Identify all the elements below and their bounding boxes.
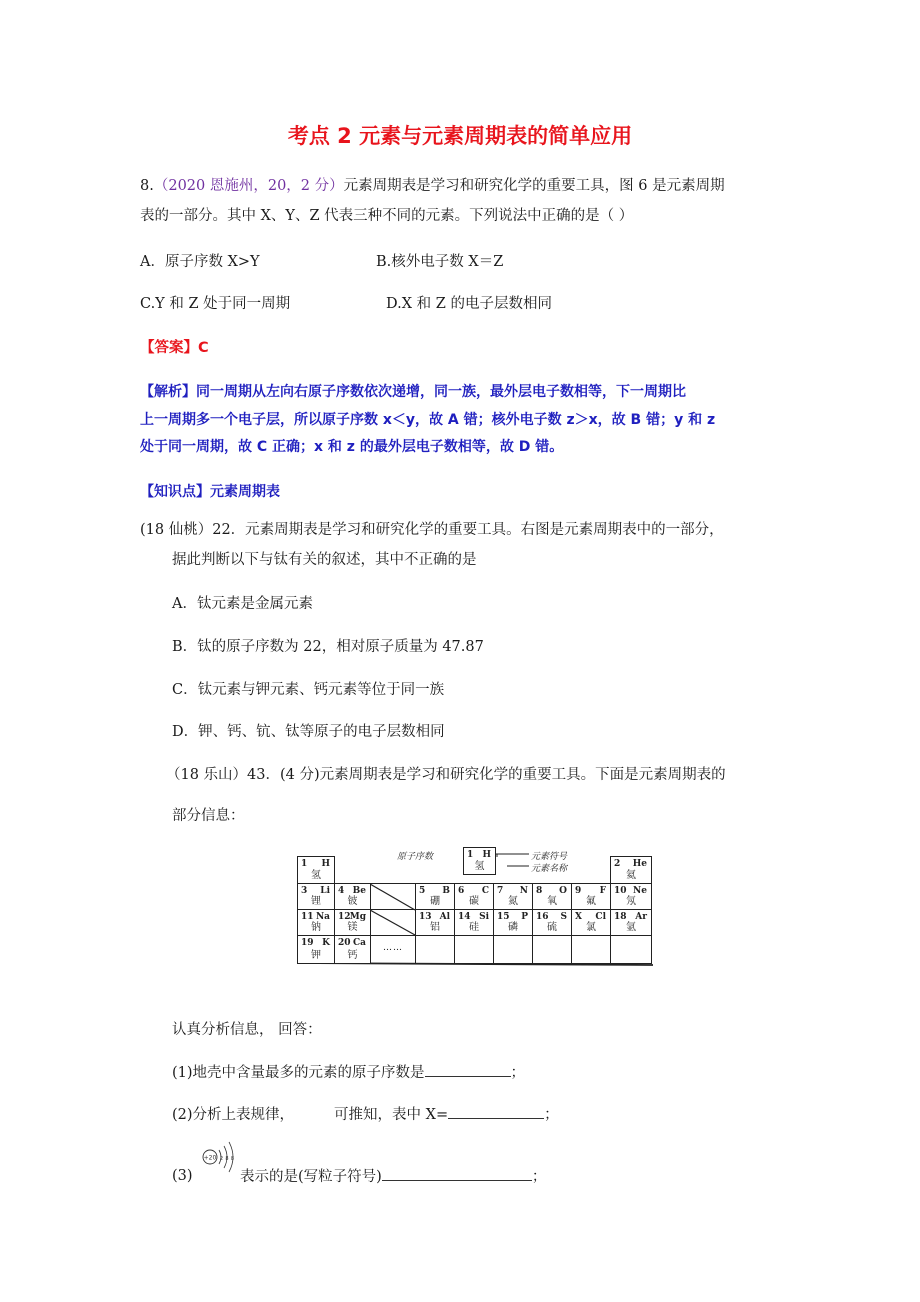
q22-option-d: D．钾、钙、钪、钛等原子的电子层数相同 (172, 724, 445, 740)
q8-stem-line1 (140, 176, 725, 196)
element-cell (610, 909, 652, 936)
q8-stem-text: 元素周期表是学习和研究化学的重要工具，图 6 是元素周期 (343, 178, 725, 194)
q43-sub3-text (240, 1166, 546, 1187)
element-cell (610, 883, 652, 910)
q22-option-b: B．钛的原子序数为 22，相对原子质量为 47.87 (172, 639, 484, 655)
q8-option-a: A．原子序数 X>Y (140, 254, 260, 270)
element-name: 硅 (469, 922, 479, 933)
element-cell (334, 935, 371, 964)
element-cell (334, 883, 371, 910)
periodic-table-figure (297, 846, 653, 968)
element-cell (415, 909, 455, 936)
sub1-text: (1)地壳中含量最多的元素的原子序数是 (172, 1065, 425, 1081)
q43-intro: 认真分析信息， 回答： (172, 1022, 322, 1038)
element-symbol: K (322, 938, 330, 948)
empty-cell (610, 935, 652, 964)
q8-option-d: D.X 和 Z 的电子层数相同 (386, 296, 552, 312)
element-number: 10 (614, 886, 627, 896)
element-cell (571, 883, 611, 910)
empty-cell (370, 909, 416, 936)
element-number: X (575, 912, 582, 922)
element-cell (297, 883, 335, 910)
empty-cell (370, 883, 416, 910)
element-name: 氦 (626, 870, 636, 881)
element-cell (532, 883, 572, 910)
element-name: 氧 (547, 896, 557, 907)
shell-3-count: 8 (230, 1156, 235, 1162)
sub3-end: ； (531, 1169, 547, 1185)
element-symbol: Si (479, 912, 489, 922)
q43-sub2 (172, 1104, 559, 1125)
element-number: 12 (338, 912, 351, 922)
element-cell (334, 909, 371, 936)
sub1-end: ； (510, 1065, 526, 1081)
q43-stem-line1: （18 乐山）43．(4 分)元素周期表是学习和研究化学的重要工具。下面是元素周期表的 (166, 767, 726, 783)
element-name: 钾 (311, 950, 321, 961)
element-symbol: Ne (633, 886, 647, 896)
q22-option-c: C．钛元素与钾元素、钙元素等位于同一族 (172, 682, 445, 698)
element-number: 16 (536, 912, 549, 922)
q8-stem-line2: 表的一部分。其中 X、Y、Z 代表三种不同的元素。下列说法中正确的是（ ） (140, 208, 634, 224)
element-number: 8 (536, 886, 543, 896)
sub2-answer-blank[interactable] (448, 1104, 544, 1119)
q43-sub3 (172, 1166, 193, 1186)
element-name: 硼 (430, 896, 440, 907)
q8-option-c: C.Y 和 Z 处于同一周期 (140, 296, 291, 312)
element-number: 11 (301, 912, 314, 922)
element-cell (610, 856, 652, 884)
element-name: 铝 (430, 922, 440, 933)
element-cell (454, 909, 494, 936)
element-symbol: H (321, 859, 330, 869)
q43-sub1 (172, 1062, 525, 1083)
legend-atomic-number-label: 原子序数 (397, 852, 434, 862)
empty-cell (415, 935, 455, 964)
legend-cell (463, 847, 496, 875)
element-cell (297, 856, 335, 884)
knowledge-label: 【知识点】 (140, 484, 210, 500)
element-name: 硫 (547, 922, 557, 933)
q8-number: 8. (140, 178, 154, 194)
element-symbol: N (519, 886, 528, 896)
element-symbol: S (560, 912, 567, 922)
element-number: 13 (419, 912, 432, 922)
element-number: 15 (497, 912, 510, 922)
legend-symbol-label: 元素符号 (531, 852, 568, 862)
element-number: 20 (338, 938, 351, 948)
element-cell (297, 935, 335, 964)
element-name: 氯 (586, 922, 596, 933)
sub3-label: (3) (172, 1168, 193, 1184)
q22-option-a: A．钛元素是金属元素 (172, 596, 313, 612)
element-name: 氢 (311, 870, 321, 881)
q22-stem-line1: (18 仙桃）22．元素周期表是学习和研究化学的重要工具。右图是元素周期表中的一部分， (140, 522, 724, 538)
element-cell (454, 883, 494, 910)
legend-name-label: 元素名称 (531, 864, 568, 874)
q8-source: （2020 恩施州，20，2 分） (153, 178, 344, 194)
answer-value: C (198, 340, 209, 356)
sub2-text-b: 可推知，表中 X= (334, 1107, 449, 1123)
element-symbol: P (521, 912, 528, 922)
sub2-text-a: (2)分析上表规律， (172, 1107, 295, 1123)
element-name: 氮 (508, 896, 518, 907)
q8-knowledge-point (140, 482, 280, 502)
q22-stem-line2: 据此判断以下与钛有关的叙述，其中不正确的是 (172, 552, 477, 568)
element-number: 6 (458, 886, 465, 896)
element-symbol: Al (439, 912, 450, 922)
element-symbol: Mg (349, 912, 366, 922)
analysis-text-1: 同一周期从左向右原子序数依次递增，同一族，最外层电子数相等，下一周期比 (196, 384, 686, 400)
element-symbol: O (559, 886, 567, 896)
element-number: 7 (497, 886, 504, 896)
element-symbol: F (599, 886, 606, 896)
calcium-ion-structure-diagram (201, 1140, 241, 1184)
q8-analysis-line3: 处于同一周期，故 C 正确；x 和 z 的最外层电子数相等，故 D 错。 (140, 439, 564, 455)
element-name: 碳 (469, 896, 479, 907)
element-name: 镁 (347, 922, 358, 933)
element-number: 2 (614, 859, 621, 869)
element-cell (297, 909, 335, 936)
element-cell (493, 883, 533, 910)
element-name: 氖 (626, 896, 636, 907)
element-number: 1 (301, 859, 308, 869)
empty-cell (454, 935, 494, 964)
element-name: 钙 (347, 950, 358, 961)
ellipsis: …… (383, 943, 403, 953)
empty-cell (571, 935, 611, 964)
element-symbol: C (481, 886, 489, 896)
knowledge-value: 元素周期表 (210, 484, 280, 500)
element-name: 锂 (311, 896, 321, 907)
element-number: 4 (338, 886, 345, 896)
sub2-end: ； (544, 1107, 559, 1123)
element-cell (493, 909, 533, 936)
element-name: 铍 (347, 896, 358, 907)
element-symbol: Be (352, 886, 366, 896)
shell-2-count: 8 (225, 1156, 229, 1162)
element-name: 钠 (311, 922, 321, 933)
empty-cell (493, 935, 533, 964)
element-number: 19 (301, 938, 314, 948)
shell-1-count: 2 (219, 1156, 224, 1162)
element-number: 14 (458, 912, 471, 922)
legend-cell-number: 1 (467, 850, 474, 860)
element-cell (571, 909, 611, 936)
q43-stem-line2: 部分信息： (172, 808, 245, 824)
element-name: 氟 (586, 896, 596, 907)
sub1-answer-blank[interactable] (425, 1062, 511, 1077)
sub3-answer-blank[interactable] (382, 1166, 532, 1181)
element-symbol: Li (320, 886, 330, 896)
element-symbol: He (632, 859, 647, 869)
element-name: 氩 (626, 922, 636, 933)
nucleus-charge: +20 (203, 1154, 217, 1162)
element-cell (415, 883, 455, 910)
element-name: 磷 (508, 922, 518, 933)
element-number: 5 (419, 886, 426, 896)
empty-cell (532, 935, 572, 964)
legend-cell-name: 氢 (474, 861, 485, 872)
answer-label: 【答案】 (140, 340, 198, 356)
sub3-text: 表示的是(写粒子符号) (240, 1169, 382, 1185)
element-number: 9 (575, 886, 582, 896)
q8-analysis-line1 (140, 382, 686, 402)
element-number: 18 (614, 912, 627, 922)
page-title: 考点 2 元素与元素周期表的简单应用 (287, 124, 633, 148)
analysis-label: 【解析】 (140, 384, 196, 400)
element-cell (532, 909, 572, 936)
q8-analysis-line2: 上一周期多一个电子层，所以原子序数 x＜y，故 A 错；核外电子数 z＞x，故 B 错；y 和 z (140, 412, 716, 428)
element-symbol: Ca (353, 938, 366, 948)
element-symbol: Na (315, 912, 330, 922)
q8-answer (140, 336, 209, 357)
q8-option-b: B.核外电子数 X＝Z (376, 254, 504, 270)
element-symbol: Cl (595, 912, 606, 922)
element-symbol: B (442, 886, 450, 896)
element-symbol: Ar (635, 912, 647, 922)
element-number: 3 (301, 886, 308, 896)
legend-cell-symbol: H (482, 850, 491, 860)
